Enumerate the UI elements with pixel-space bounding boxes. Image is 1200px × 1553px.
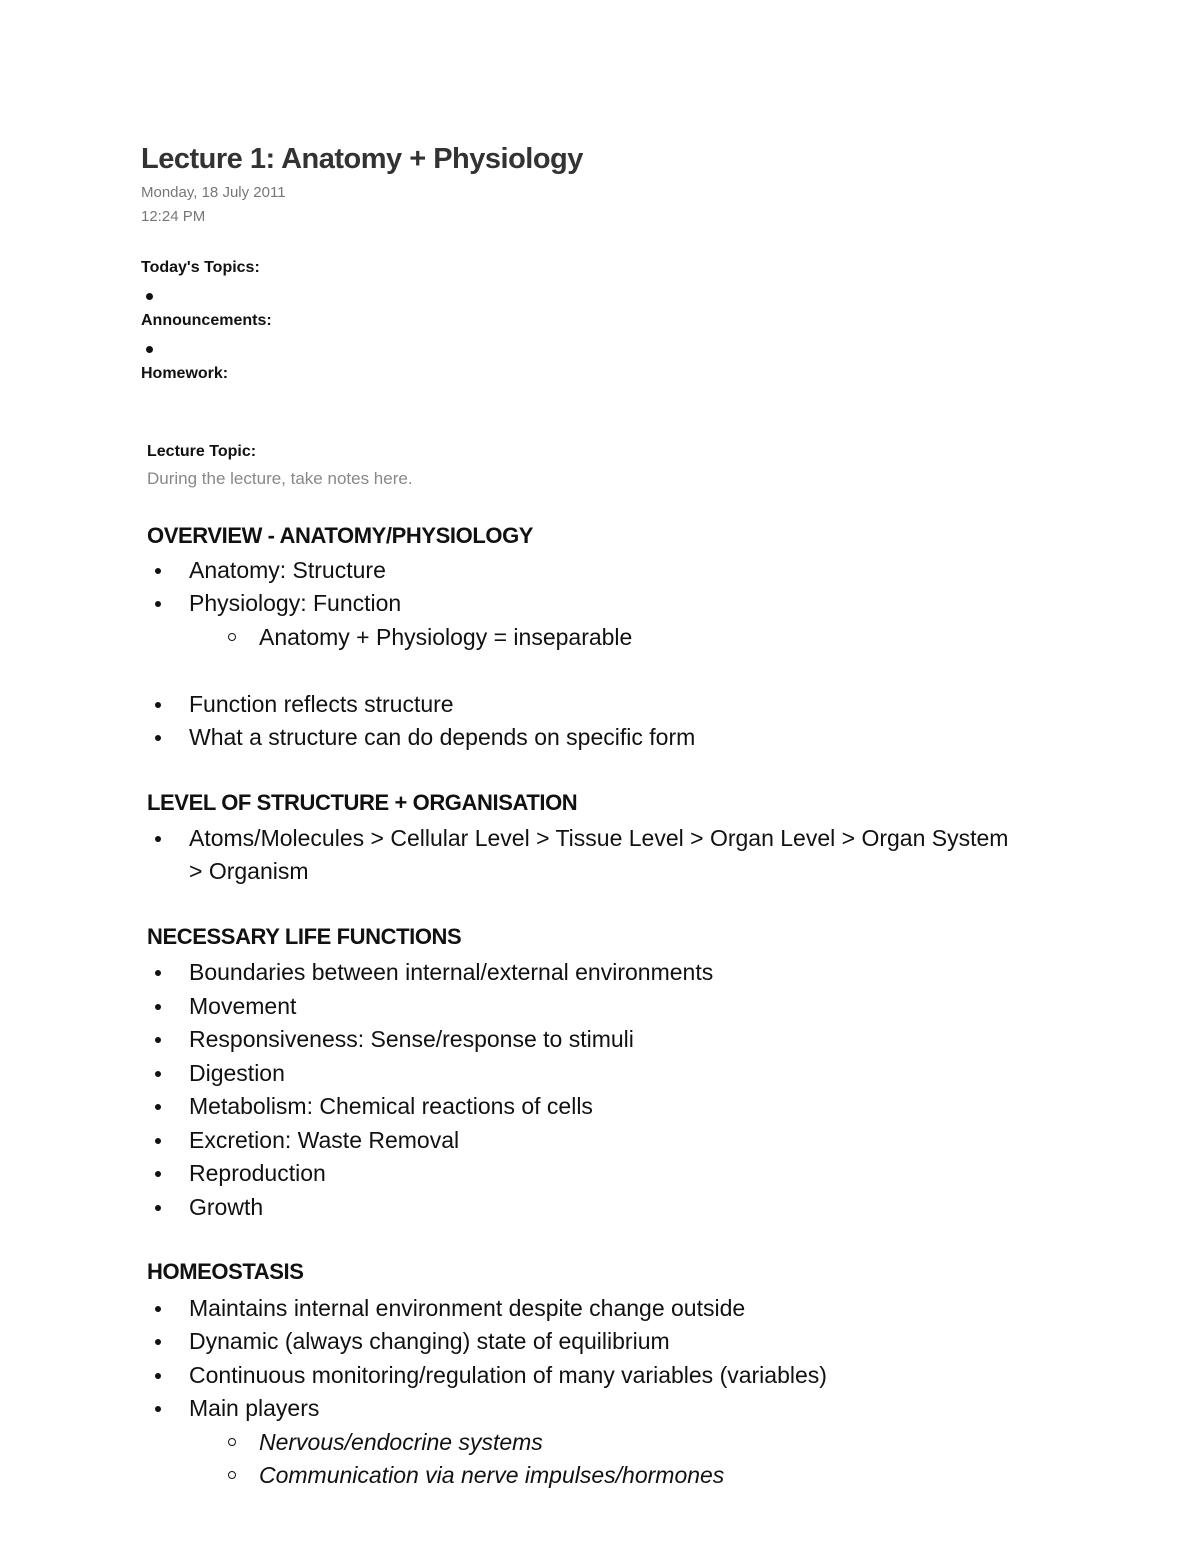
note-date: Monday, 18 July 2011 [141, 184, 286, 201]
list-item: Continuous monitoring/regulation of many variables (variables) [189, 1359, 1009, 1392]
section-heading-homeostasis: HOMEOSTASIS [147, 1259, 304, 1284]
list-item: Excretion: Waste Removal [189, 1124, 1009, 1157]
page-title: Lecture 1: Anatomy + Physiology [141, 143, 583, 175]
list-item: Boundaries between internal/external environments [189, 956, 1009, 989]
sub-list-item: Nervous/endocrine systems [259, 1426, 543, 1459]
section-heading-overview: OVERVIEW - ANATOMY/PHYSIOLOGY [147, 523, 534, 548]
list-item: Atoms/Molecules > Cellular Level > Tissue Level > Organ Level > Organ System > Organism [189, 822, 1009, 888]
list-item: What a structure can do depends on specific form [189, 721, 1009, 754]
empty-bullet [146, 293, 153, 300]
list-item: Physiology: Function [189, 587, 1009, 620]
note-time: 12:24 PM [141, 208, 206, 225]
todays-topics-label: Today's Topics: [141, 259, 260, 276]
list-item: Function reflects structure [189, 688, 1009, 721]
list-item: Responsiveness: Sense/response to stimuli [189, 1023, 1009, 1056]
list-item: Dynamic (always changing) state of equilibrium [189, 1325, 1009, 1358]
list-item: Metabolism: Chemical reactions of cells [189, 1090, 1009, 1123]
lecture-topic-label: Lecture Topic: [147, 443, 257, 460]
empty-bullet [146, 346, 153, 353]
list-item: Growth [189, 1191, 1009, 1224]
homework-label: Homework: [141, 365, 229, 382]
sub-list-item: Communication via nerve impulses/hormones [259, 1459, 724, 1492]
announcements-label: Announcements: [141, 312, 272, 329]
list-item: Movement [189, 990, 1009, 1023]
list-item: Digestion [189, 1057, 1009, 1090]
section-heading-levels: LEVEL OF STRUCTURE + ORGANISATION [147, 790, 578, 815]
list-item: Anatomy: Structure [189, 554, 1009, 587]
list-item: Maintains internal environment despite change outside [189, 1292, 1009, 1325]
sub-list-item: Anatomy + Physiology = inseparable [259, 621, 632, 654]
section-heading-life-functions: NECESSARY LIFE FUNCTIONS [147, 924, 462, 949]
list-item: Main players [189, 1392, 1009, 1425]
list-item: Reproduction [189, 1157, 1009, 1190]
lecture-hint: During the lecture, take notes here. [147, 469, 413, 488]
